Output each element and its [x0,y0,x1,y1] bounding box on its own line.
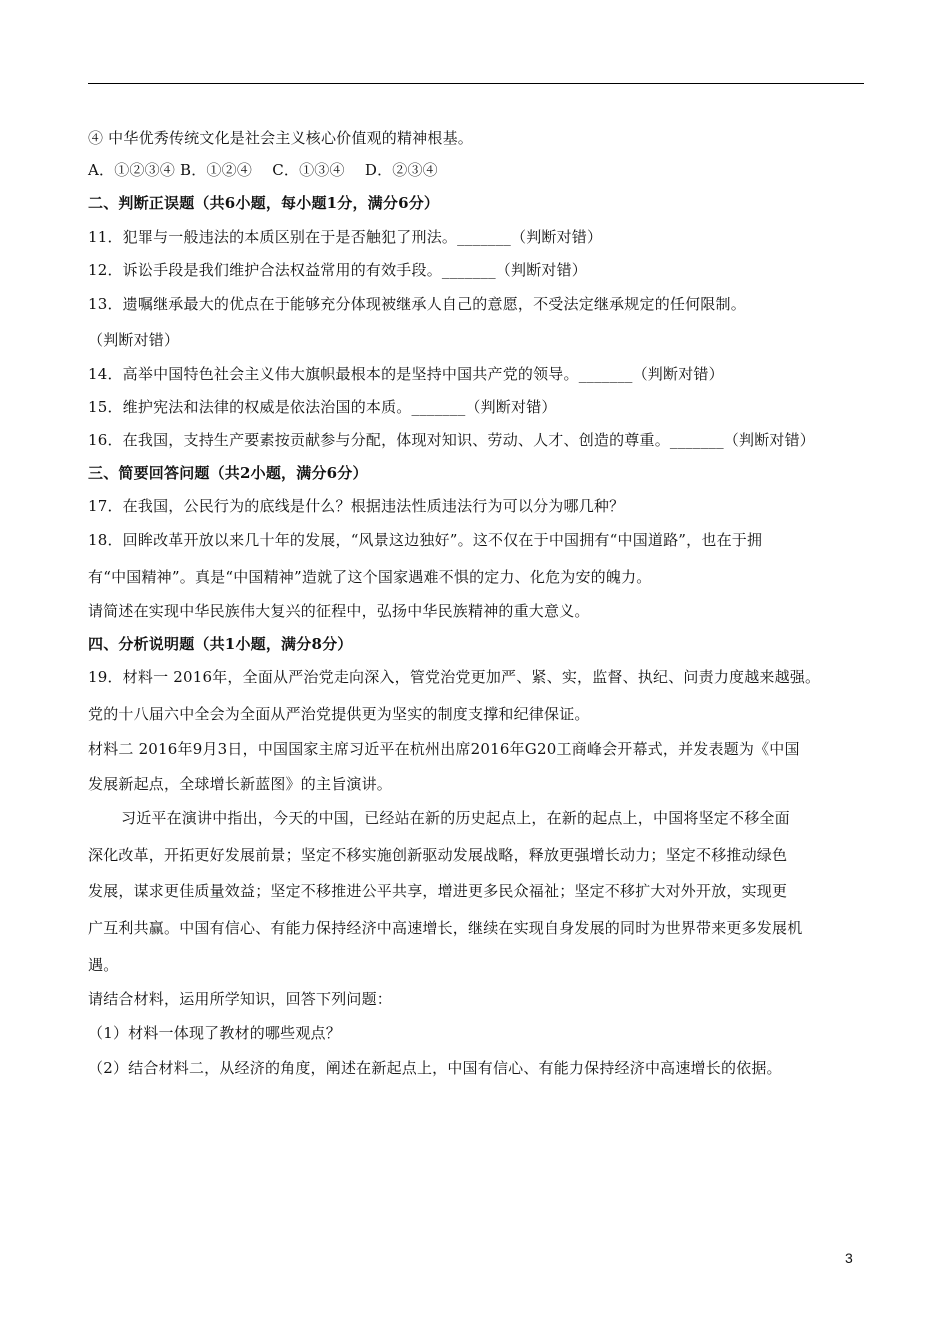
question-18-continuation: 有“中国精神”。真是“中国精神”造就了这个国家遇难不惧的定力、化危为安的魄力。 [88,568,652,586]
section-heading-4: 四、分析说明题（共1小题，满分8分） [88,635,353,653]
speech-paragraph-line-2: 深化改革，开拓更好发展前景；坚定不移实施创新驱动发展战略，释放更强增长动力；坚定不移推动绿色 [88,846,788,864]
speech-paragraph-line-3: 发展，谋求更佳质量效益；坚定不移推进公平共享，增进更多民众福祉；坚定不移扩大对外开放，实现更 [88,882,788,900]
answer-choices: A．①②③④ B．①②④ C．①③④ D．②③④ [88,161,438,179]
question-14: 14．高举中国特色社会主义伟大旗帜最根本的是坚持中国共产党的领导。_______（判断对错） [88,365,724,383]
question-18: 18．回眸改革开放以来几十年的发展，“风景这边独好”。这不仅在于中国拥有“中国道路”，也在于拥 [88,531,763,549]
question-13: 13．遗嘱继承最大的优点在于能够充分体现被继承人自己的意愿，不受法定继承规定的任何限制。 [88,295,746,313]
speech-paragraph-line-1: 习近平在演讲中指出，今天的中国，已经站在新的历史起点上，在新的起点上，中国将坚定不移全面 [121,809,790,827]
question-16: 16．在我国，支持生产要素按贡献参与分配，体现对知识、劳动、人才、创造的尊重。_______（判断对错） [88,431,815,449]
question-13-continuation: （判断对错） [88,331,180,349]
question-19-part-2: （2）结合材料二，从经济的角度，阐述在新起点上，中国有信心、有能力保持经济中高速增长的依据。 [88,1059,782,1077]
question-19-material-1-continuation: 党的十八届六中全会为全面从严治党提供更为坚实的制度支撑和纪律保证。 [88,705,590,723]
option-item-4: ④ 中华优秀传统文化是社会主义核心价值观的精神根基。 [88,129,473,147]
question-19-material-2-continuation: 发展新起点，全球增长新蓝图》的主旨演讲。 [88,775,393,793]
question-15: 15．维护宪法和法律的权威是依法治国的本质。_______（判断对错） [88,398,557,416]
section-heading-2: 二、判断正误题（共6小题，每小题1分，满分6分） [88,194,440,212]
question-17: 17．在我国，公民行为的底线是什么？根据违法性质违法行为可以分为哪几种？ [88,497,625,515]
speech-paragraph-line-4: 广互利共赢。中国有信心、有能力保持经济中高速增长，继续在实现自身发展的同时为世界带来更多发展机 [88,919,803,937]
question-19-material-1: 19．材料一 2016年，全面从严治党走向深入，管党治党更加严、紧、实，监督、执纪、问责力度越来越强。 [88,668,821,686]
page-number: 3 [845,1250,853,1266]
speech-paragraph-line-5: 遇。 [88,956,119,974]
question-18-prompt: 请简述在实现中华民族伟大复兴的征程中，弘扬中华民族精神的重大意义。 [88,602,590,620]
header-rule [88,83,864,84]
question-19-material-2: 材料二 2016年9月3日，中国国家主席习近平在杭州出席2016年G20工商峰会开幕式，并发表题为《中国 [88,740,800,758]
question-19-instruction: 请结合材料，运用所学知识，回答下列问题： [88,990,393,1008]
question-11: 11．犯罪与一般违法的本质区别在于是否触犯了刑法。_______（判断对错） [88,228,603,246]
section-heading-3: 三、简要回答问题（共2小题，满分6分） [88,464,368,482]
question-19-part-1: （1）材料一体现了教材的哪些观点？ [88,1024,341,1042]
question-12: 12．诉讼手段是我们维护合法权益常用的有效手段。_______（判断对错） [88,261,587,279]
